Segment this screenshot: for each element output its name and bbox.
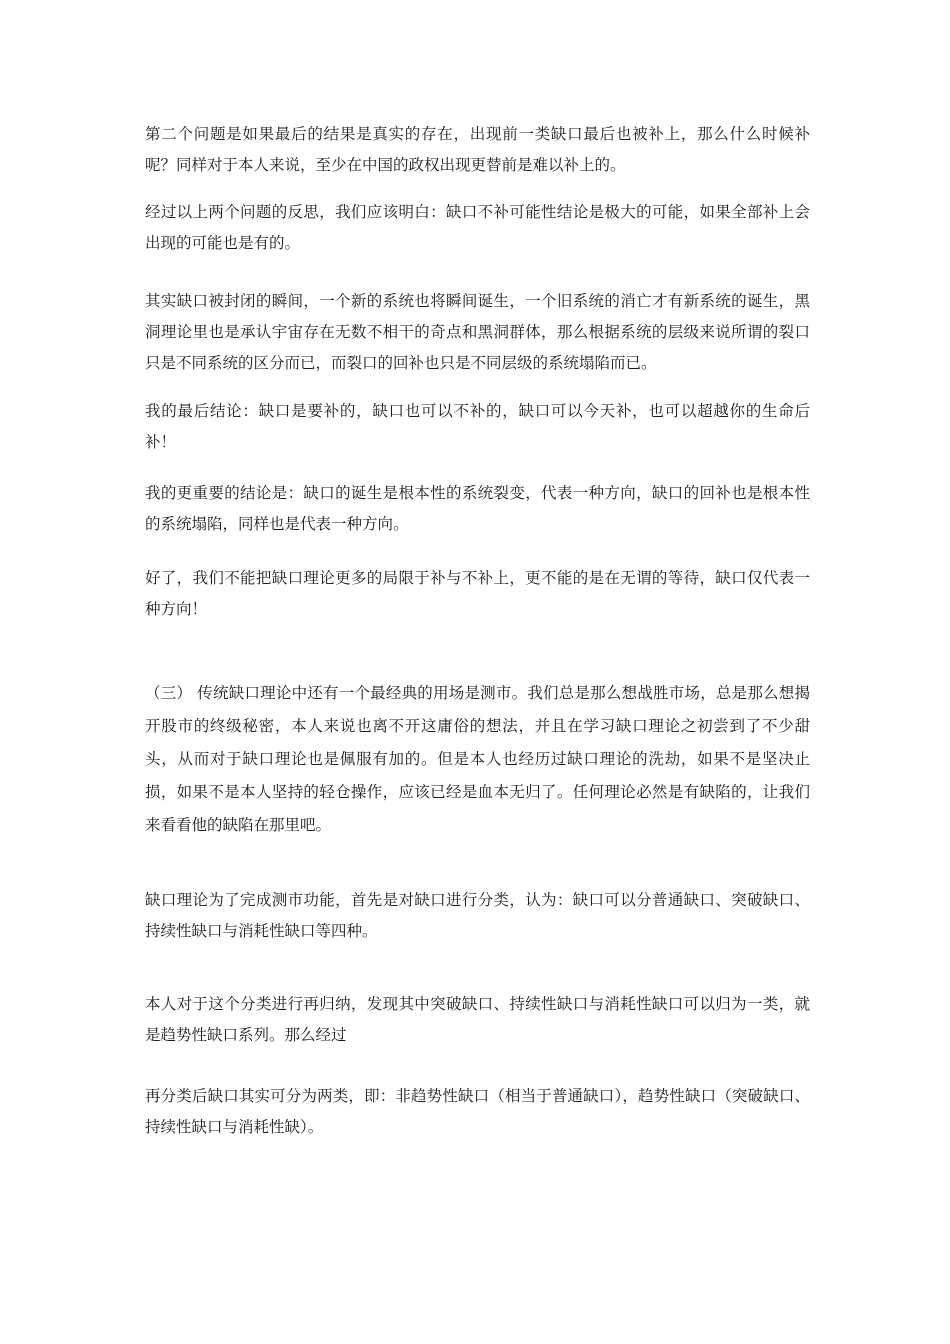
paragraph-section-3: （三） 传统缺口理论中还有一个最经典的用场是测市。我们总是那么想战胜市场，总是那么想揭开股市的终级秘密，本人来说也离不开这庸俗的想法，并且在学习缺口理论之初尝到了不少甜头，从而对于缺口理论也是佩服有加的。但是本人也经历过缺口理论的洗劫，如果不是坚决止损，如果不是本人坚持的轻仓操作，应该已经是血本无归了。任何理论必然是有缺陷的，让我们来看看他的缺陷在那里吧。 (145, 684, 810, 834)
paragraph-10: 再分类后缺口其实可分为两类，即：非趋势性缺口（相当于普通缺口），趋势性缺口（突破缺口、持续性缺口与消耗性缺）。 (145, 1087, 810, 1136)
paragraph-1: 第二个问题是如果最后的结果是真实的存在，出现前一类缺口最后也被补上，那么什么时候补呢？同样对于本人来说，至少在中国的政权出现更替前是难以补上的。 (145, 125, 810, 174)
paragraph-2: 经过以上两个问题的反思，我们应该明白：缺口不补可能性结论是极大的可能，如果全部补上会出现的可能也是有的。 (145, 203, 810, 252)
paragraph-9: 本人对于这个分类进行再归纳，发现其中突破缺口、持续性缺口与消耗性缺口可以归为一类，就是趋势性缺口系列。那么经过 (145, 995, 810, 1044)
paragraph-3: 其实缺口被封闭的瞬间，一个新的系统也将瞬间诞生，一个旧系统的消亡才有新系统的诞生，黑洞理论里也是承认宇宙存在无数不相干的奇点和黑洞群体，那么根据系统的层级来说所谓的裂口只是不同系统的区分而已，而裂口的回补也只是不同层级的系统塌陷而已。 (145, 292, 810, 372)
paragraph-5: 我的更重要的结论是：缺口的诞生是根本性的系统裂变，代表一种方向，缺口的回补也是根本性的系统塌陷，同样也是代表一种方向。 (145, 484, 810, 533)
paragraph-8: 缺口理论为了完成测市功能，首先是对缺口进行分类，认为：缺口可以分普通缺口、突破缺口、持续性缺口与消耗性缺口等四种。 (145, 891, 810, 940)
paragraph-6: 好了，我们不能把缺口理论更多的局限于补与不补上，更不能的是在无谓的等待，缺口仅代表一种方向！ (145, 569, 810, 618)
paragraph-4: 我的最后结论：缺口是要补的，缺口也可以不补的，缺口可以今天补，也可以超越你的生命后补！ (145, 402, 810, 451)
